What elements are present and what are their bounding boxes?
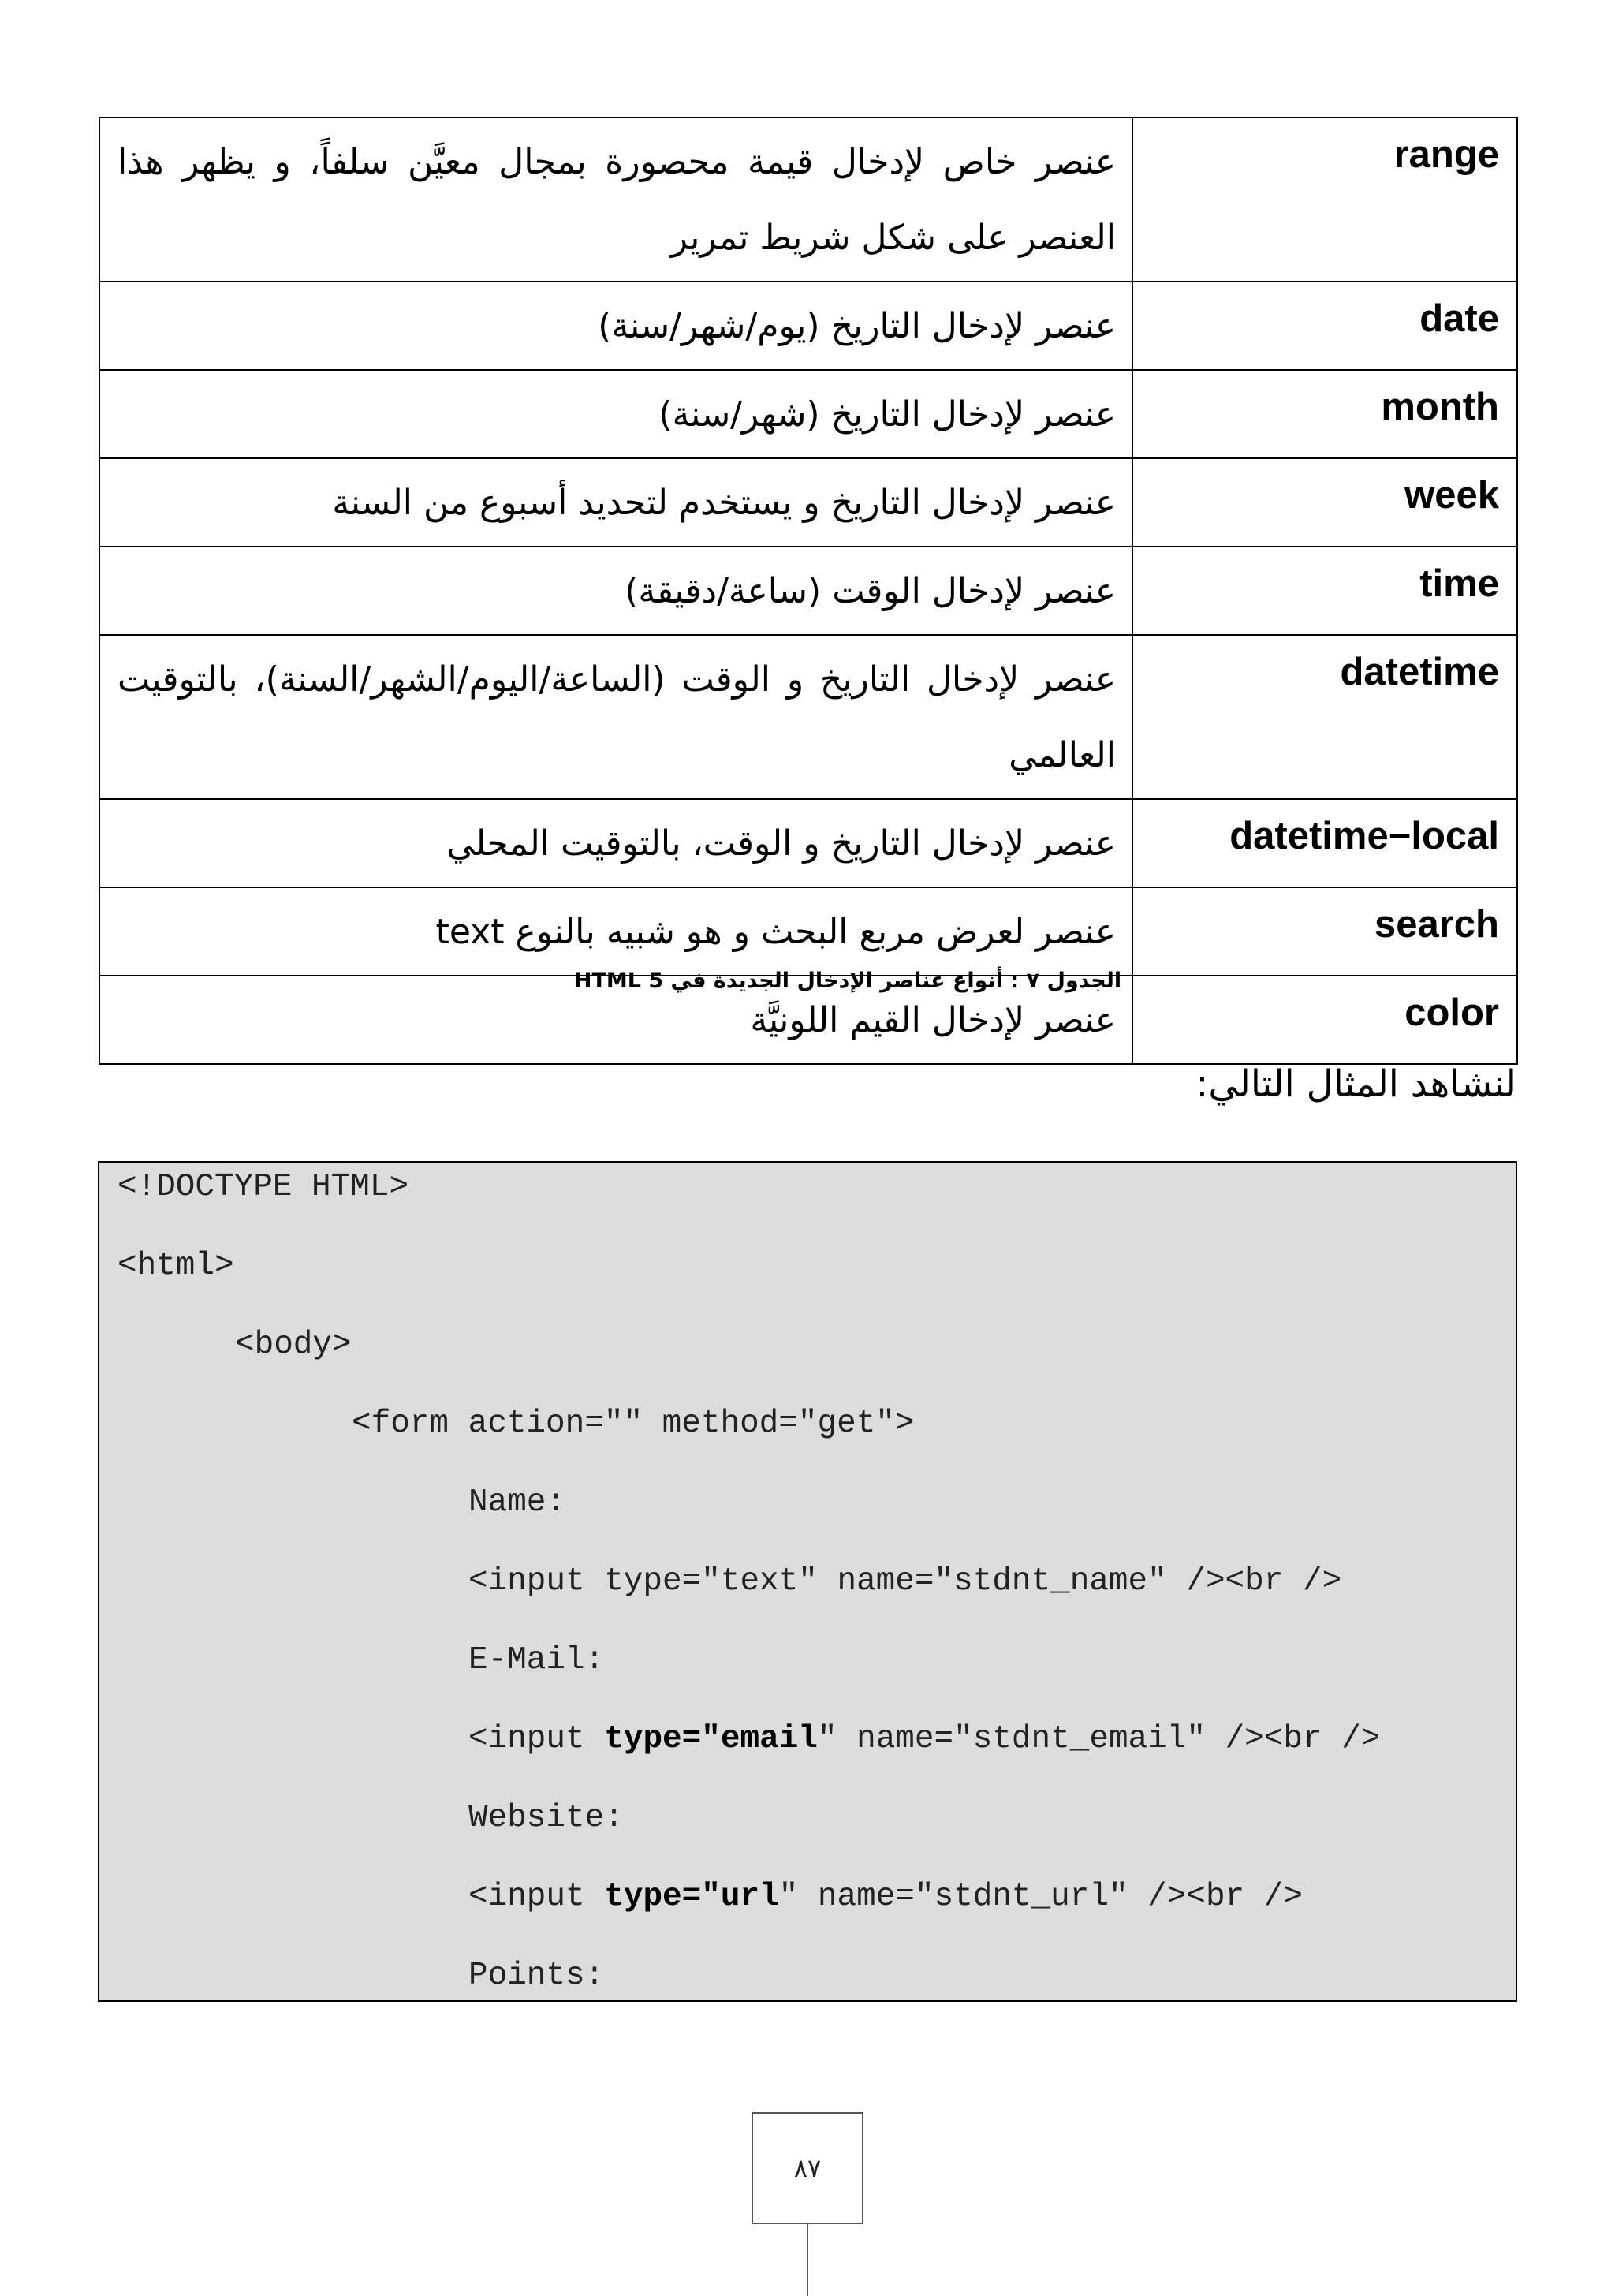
code-line	[99, 1325, 352, 1404]
code-line	[99, 1483, 565, 1562]
input-type-description: عنصر لعرض مربع البحث و هو شبيه بالنوع text	[99, 887, 1132, 976]
page-number: ٨٧	[752, 2112, 863, 2224]
table-row	[99, 799, 1517, 887]
input-types-table-body	[99, 118, 1517, 1064]
code-token: Points:	[468, 1958, 605, 1994]
code-line	[99, 1877, 1303, 1956]
code-token: <input type="text" name="stdnt_name" /><br />	[468, 1563, 1342, 1600]
code-token: <!DOCTYPE HTML>	[117, 1169, 409, 1205]
table-row	[99, 547, 1517, 635]
code-line	[99, 1167, 408, 1246]
code-token: <html>	[117, 1248, 234, 1284]
input-type-description: عنصر لإدخال التاريخ (شهر/سنة)	[99, 370, 1132, 458]
code-line	[99, 1719, 1380, 1798]
input-type-description: عنصر لإدخال القيم اللونيَّة	[99, 976, 1132, 1064]
table-row	[99, 887, 1517, 976]
input-type-name: week	[1132, 458, 1517, 547]
code-line	[99, 1641, 604, 1719]
table-row	[99, 458, 1517, 547]
table-row	[99, 370, 1517, 458]
input-type-description: عنصر لإدخال التاريخ و الوقت، بالتوقيت المحلي	[99, 799, 1132, 887]
code-token: <input	[468, 1721, 605, 1757]
code-token-bold: type="email	[604, 1721, 818, 1757]
code-token: <form action="" method="get">	[352, 1406, 915, 1442]
table-row	[99, 282, 1517, 370]
input-type-name: datetime	[1132, 635, 1517, 799]
input-type-name: datetime−local	[1132, 799, 1517, 887]
input-type-description: عنصر خاص لإدخال قيمة محصورة بمجال معيَّن سلفاً، و يظهر هذا العنصر على شكل شريط تمرير	[99, 118, 1132, 282]
table-caption: الجدول ٧ : أنواع عناصر الإدخال الجديدة في HTML 5	[573, 969, 1122, 993]
code-token: <input	[468, 1879, 605, 1915]
code-example-box	[98, 1161, 1517, 2002]
input-type-name: time	[1132, 547, 1517, 635]
code-line	[99, 1956, 604, 2002]
code-token: <body>	[235, 1327, 352, 1363]
input-type-description: عنصر لإدخال التاريخ و يستخدم لتحديد أسبوع من السنة	[99, 458, 1132, 547]
input-type-name: month	[1132, 370, 1517, 458]
code-token: " name="stdnt_email" /><br />	[817, 1721, 1381, 1757]
input-type-name: range	[1132, 118, 1517, 282]
table-row	[99, 118, 1517, 282]
input-type-description: عنصر لإدخال الوقت (ساعة/دقيقة)	[99, 547, 1132, 635]
code-token-bold: type="url	[604, 1879, 779, 1915]
code-token: " name="stdnt_url" /><br />	[778, 1879, 1303, 1915]
example-intro-text: لنشاهد المثال التالي:	[1195, 1062, 1516, 1106]
input-type-name: search	[1132, 887, 1517, 976]
input-type-name: color	[1132, 976, 1517, 1064]
input-type-description: عنصر لإدخال التاريخ و الوقت (الساعة/اليوم/الشهر/السنة)، بالتوقيت العالمي	[99, 635, 1132, 799]
input-types-table	[99, 117, 1518, 1065]
code-token: E-Mail:	[468, 1642, 605, 1678]
code-line	[99, 1562, 1341, 1641]
code-line	[99, 1798, 624, 1877]
page-number-stem	[807, 2224, 808, 2296]
input-type-description: عنصر لإدخال التاريخ (يوم/شهر/سنة)	[99, 282, 1132, 370]
code-line	[99, 1246, 234, 1325]
input-type-name: date	[1132, 282, 1517, 370]
table-row	[99, 635, 1517, 799]
code-line	[99, 1404, 915, 1483]
code-token: Name:	[468, 1484, 566, 1521]
code-token: Website:	[468, 1800, 624, 1836]
